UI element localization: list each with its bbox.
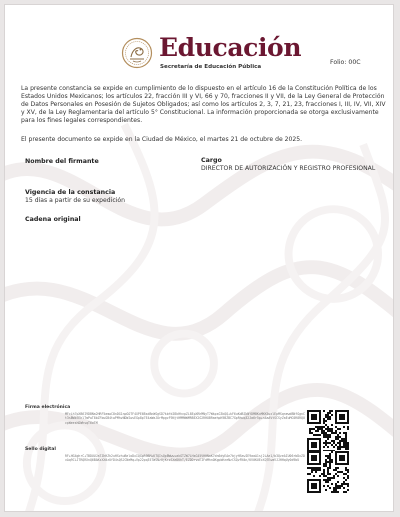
cargo-label: Cargo	[201, 157, 222, 164]
national-seal-icon	[121, 37, 153, 69]
legal-paragraph: La presente constancia se expide en cumplimiento de lo dispuesto en el artículo 16 de la Constitución Política de los Estados Unidos Mexicanos; los artículos 22, fracción III y VI, 66 y 70, fracciones II y VII, de la Ley General de Protección de Datos Personales en Posesión de Sujetos Obligados; así como los artículos 2, 3, 7, 21, 23, fracciones I, III, IV, VII, XIV y XV, de la Ley Reglamentaria del artículo 5° Constitucional. La información proporcionada se otorga exclusivamente para los fines legales correspondientes.	[21, 85, 386, 125]
firma-electronica-value: MFcLh7pXB6I9DBNa2HRF5amwC8nDG1npGOTF4XPE6BsdBnWGgSD7kbfdZ6kHhvpZL8EpXRhMNyT7WkpsG3kQQ+kF6uKdBZkNYDMBKxMKK5uxlEpMSqnewdBNfGgnCt3sBWb7EhlTmPwT8bZFbuGB4twPMhvNDWJwsEGp8p7E4aWaJOrMpgzF9NjtHMMWWMRBEX2G2RHOBRaehpK9BZBC7GpRhuq32Ja6r5p+n4aAVtSCSyZaEuMC0R8RQUcpWeeshDWhsqT6oTM	[65, 412, 305, 425]
document-page	[4, 4, 394, 512]
brand-subtitle: Secretaría de Educación Pública	[160, 64, 262, 70]
brand-title: Educación	[159, 33, 302, 62]
cadena-original-field	[25, 216, 81, 223]
qr-code-icon	[307, 410, 349, 452]
cargo-value: DIRECTOR DE AUTORIZACIÓN Y REGISTRO PROFESIONAL	[201, 165, 376, 172]
cargo-field	[201, 157, 391, 173]
firma-electronica-label: Firma electrónica	[25, 405, 71, 410]
document-header	[5, 33, 393, 77]
vigencia-field	[25, 189, 125, 205]
signer-name-label: Nombre del firmante	[25, 158, 99, 165]
sello-digital-label: Sello digital	[25, 447, 56, 452]
vigencia-label: Vigencia de la constancia	[25, 189, 116, 196]
folio-value: 00C	[348, 59, 361, 66]
sello-digital-value: RF+HG4ghrC+TBDUUJaTZhHZh2uHSzhuBeloDxIQGpR9BM+KTQIsQpBWww+akGTZW7LHsG45VHHNaK7dn6dyEAe7bjyHSewIE9aaA1sj2LAe1/b3QzeAIU06rbDxZDvAq9CLJTRQRXnQ6BAKzXX0zUfD4sQSJCNeMq+Vp22pq35TWSNz0jKrzSXeDKhT/EZDDrvoEIFdMhnOKgpbHzeNzCSQvFN4n/KV0KUEcXQ7EwaVJJHHqUy0d9bU	[65, 454, 305, 463]
place-date-paragraph: El presente documento se expide en la Ciudad de México, el martes 21 de octubre de 2025.	[21, 136, 303, 143]
qr-code-icon	[307, 451, 349, 493]
vigencia-value: 15 días a partir de su expedición	[25, 197, 125, 204]
folio-label: Folio:	[330, 59, 347, 66]
signer-name-field	[25, 158, 99, 165]
folio	[330, 59, 361, 66]
cadena-original-label: Cadena original	[25, 216, 81, 223]
